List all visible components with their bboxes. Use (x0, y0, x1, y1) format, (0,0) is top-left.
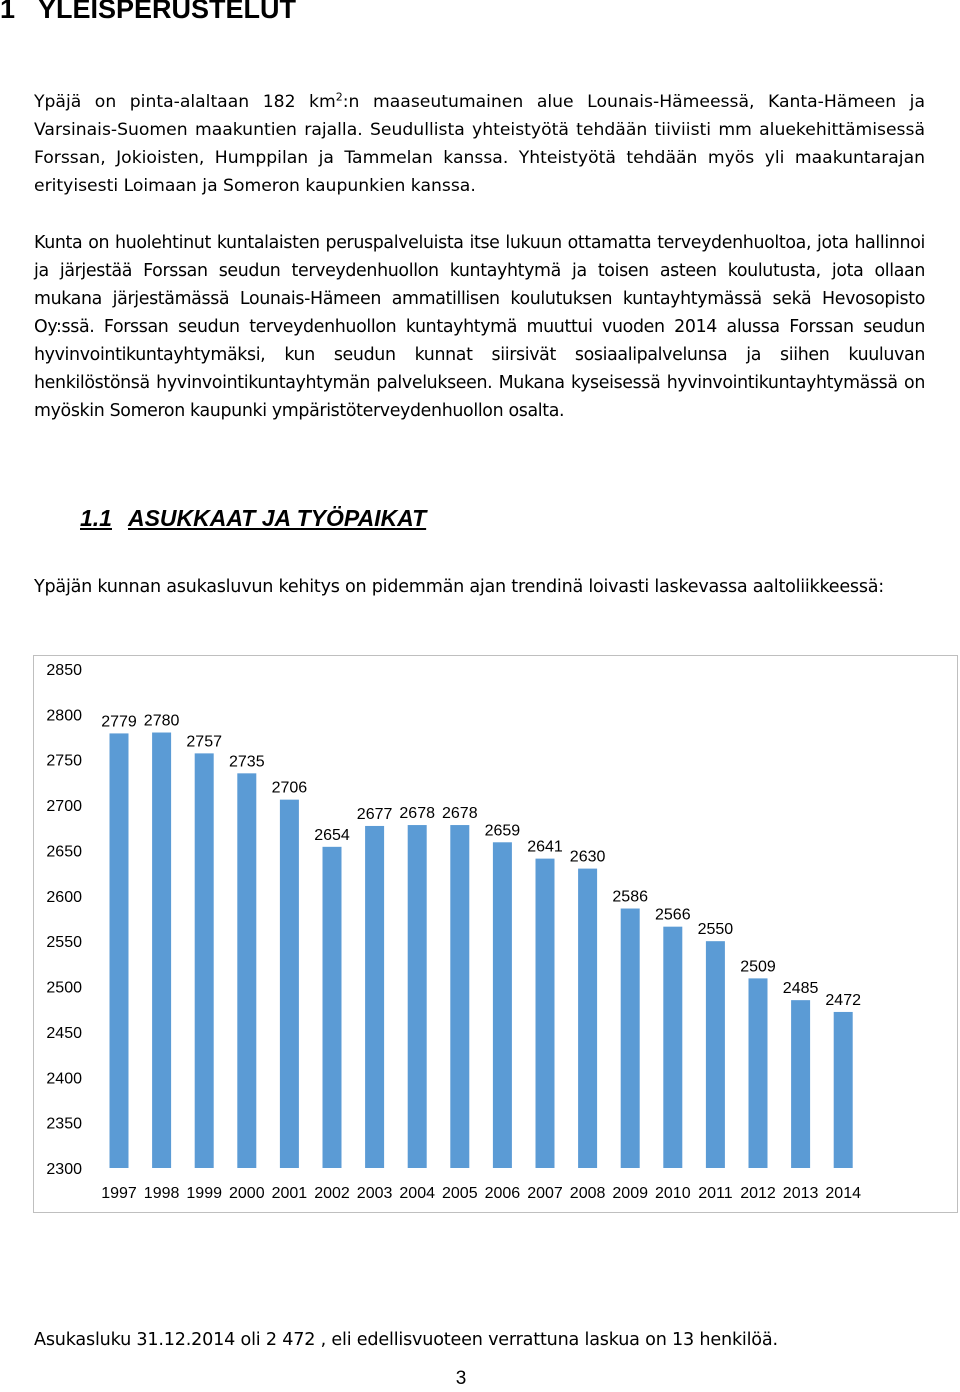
data-label-1997: 2779 (101, 713, 137, 731)
x-tick-label-2000: 2000 (229, 1185, 265, 1202)
data-label-2007: 2641 (527, 838, 563, 856)
section-title: YLEISPERUSTELUT (38, 0, 297, 24)
x-tick-label-2011: 2011 (698, 1185, 733, 1202)
bar-1999 (195, 753, 214, 1168)
y-tick-label: 2450 (46, 1024, 82, 1042)
data-label-2010: 2566 (655, 906, 691, 924)
bar-2008 (578, 869, 597, 1168)
x-tick-label-1997: 1997 (101, 1185, 137, 1202)
section-number: 1 (0, 0, 16, 24)
x-tick-label-1999: 1999 (186, 1185, 222, 1202)
data-label-2005: 2678 (442, 805, 478, 823)
data-label-2001: 2706 (271, 779, 308, 797)
y-tick-label: 2800 (46, 707, 82, 725)
bar-2007 (536, 859, 555, 1168)
y-tick-label: 2500 (46, 979, 82, 997)
bar-1998 (152, 733, 171, 1168)
bar-2011 (706, 941, 725, 1168)
x-tick-label-2007: 2007 (527, 1185, 563, 1202)
population-bar-chart (34, 656, 957, 1212)
data-label-2003: 2677 (356, 805, 393, 823)
bar-2006 (493, 842, 512, 1168)
bar-2012 (749, 978, 768, 1168)
intro-text-start: Ypäjä on pinta-alaltaan 182 km (34, 92, 336, 112)
data-label-2002: 2654 (314, 826, 350, 844)
population-chart (33, 655, 958, 1213)
data-label-2011: 2550 (697, 921, 734, 939)
data-label-1998: 2780 (143, 712, 180, 730)
data-label-2008: 2630 (569, 848, 606, 866)
bar-2003 (365, 826, 384, 1168)
km-superscript: 2 (335, 90, 343, 104)
x-tick-label-2012: 2012 (740, 1185, 776, 1202)
y-tick-label: 2400 (46, 1070, 82, 1088)
bar-2009 (621, 909, 640, 1168)
y-tick-label: 2650 (46, 843, 82, 861)
intro-text-rest: :n maaseutumainen alue Lounais-Hämeessä, Kanta-Hämeen ja Varsinais-Suomen maakuntien rajalla. Seudullista yhteistyötä tehdään tiiviisti mm aluekehittämisessä Forssan, Jokioisten, Humppilan ja Tammelan kanssa. Yhteistyötä tehdään myös yli maakuntarajan erityisesti Loimaan ja Someron kaupunkien kanssa. (34, 92, 925, 196)
data-label-2006: 2659 (484, 822, 521, 840)
x-tick-label-2003: 2003 (356, 1185, 393, 1202)
services-paragraph: Kunta on huolehtinut kuntalaisten peruspalveluista itse lukuun ottamatta terveydenhuoltoa, jota hallinnoi ja järjestää Forssan seudun terveydenhuollon kuntayhtymä ja toisen asteen koulutusta, jota ollaan mukana järjestämässä Lounais-Hämeen ammatillisen koulutuksen kuntayhtymässä sekä Hevosopisto Oy:ssä. Forssan seudun terveydenhuollon kuntayhtymä muuttui vuoden 2014 alussa Forssan seudun hyvinvointikuntayhtymäksi, kun seudun kunnat siirsivät sosiaalipalvelunsa ja siihen kuuluvan henkilöstönsä hyvinvointikuntayhtymän palvelukseen. Mukana kyseisessä hyvinvointikuntayhtymässä on myöskin Someron kaupunki ympäristöterveydenhuollon osalta. (34, 233, 925, 421)
intro-paragraph (34, 88, 925, 200)
y-tick-label: 2550 (46, 934, 82, 952)
subsection-title: ASUKKAAT JA TYÖPAIKAT (127, 505, 427, 531)
subsection-number: 1.1 (80, 505, 112, 531)
x-tick-label-2001: 2001 (271, 1185, 308, 1202)
x-tick-label-2008: 2008 (569, 1185, 606, 1202)
subsection-heading (80, 505, 426, 532)
bar-2010 (663, 927, 682, 1168)
x-tick-label-2013: 2013 (782, 1185, 819, 1202)
y-tick-label: 2700 (46, 798, 82, 816)
bar-2014 (834, 1012, 853, 1168)
x-tick-label-2006: 2006 (484, 1185, 521, 1202)
bar-2005 (450, 825, 469, 1168)
population-summary-paragraph: Asukasluku 31.12.2014 oli 2 472 , eli edellisvuoteen verrattuna laskua on 13 henkilöä. (34, 1330, 778, 1350)
y-tick-label: 2750 (46, 752, 82, 770)
data-label-2000: 2735 (229, 753, 265, 771)
x-tick-label-2014: 2014 (825, 1185, 861, 1202)
y-tick-label: 2350 (46, 1115, 82, 1133)
data-label-2004: 2678 (399, 805, 435, 823)
population-intro-paragraph: Ypäjän kunnan asukasluvun kehitys on pidemmän ajan trendinä loivasti laskevassa aaltoliikkeessä: (34, 577, 884, 597)
bar-2001 (280, 800, 299, 1168)
y-tick-label: 2600 (46, 888, 82, 906)
data-label-2014: 2472 (825, 991, 861, 1009)
y-tick-label: 2850 (46, 662, 82, 679)
data-label-2012: 2509 (740, 958, 776, 976)
bar-2013 (791, 1000, 810, 1168)
x-tick-label-2009: 2009 (612, 1185, 648, 1202)
bar-2002 (323, 847, 342, 1168)
data-label-2013: 2485 (782, 980, 819, 998)
x-tick-label-2002: 2002 (314, 1185, 350, 1202)
x-tick-label-2010: 2010 (655, 1185, 691, 1202)
page-number: 3 (455, 1368, 467, 1389)
bar-2004 (408, 825, 427, 1168)
x-tick-label-2004: 2004 (399, 1185, 435, 1202)
bar-2000 (237, 773, 256, 1168)
data-label-1999: 2757 (186, 733, 222, 751)
bar-1997 (110, 733, 129, 1168)
section-heading (0, 0, 296, 25)
x-tick-label-2005: 2005 (442, 1185, 478, 1202)
data-label-2009: 2586 (612, 888, 648, 906)
x-tick-label-1998: 1998 (143, 1185, 180, 1202)
y-tick-label: 2300 (46, 1161, 82, 1178)
